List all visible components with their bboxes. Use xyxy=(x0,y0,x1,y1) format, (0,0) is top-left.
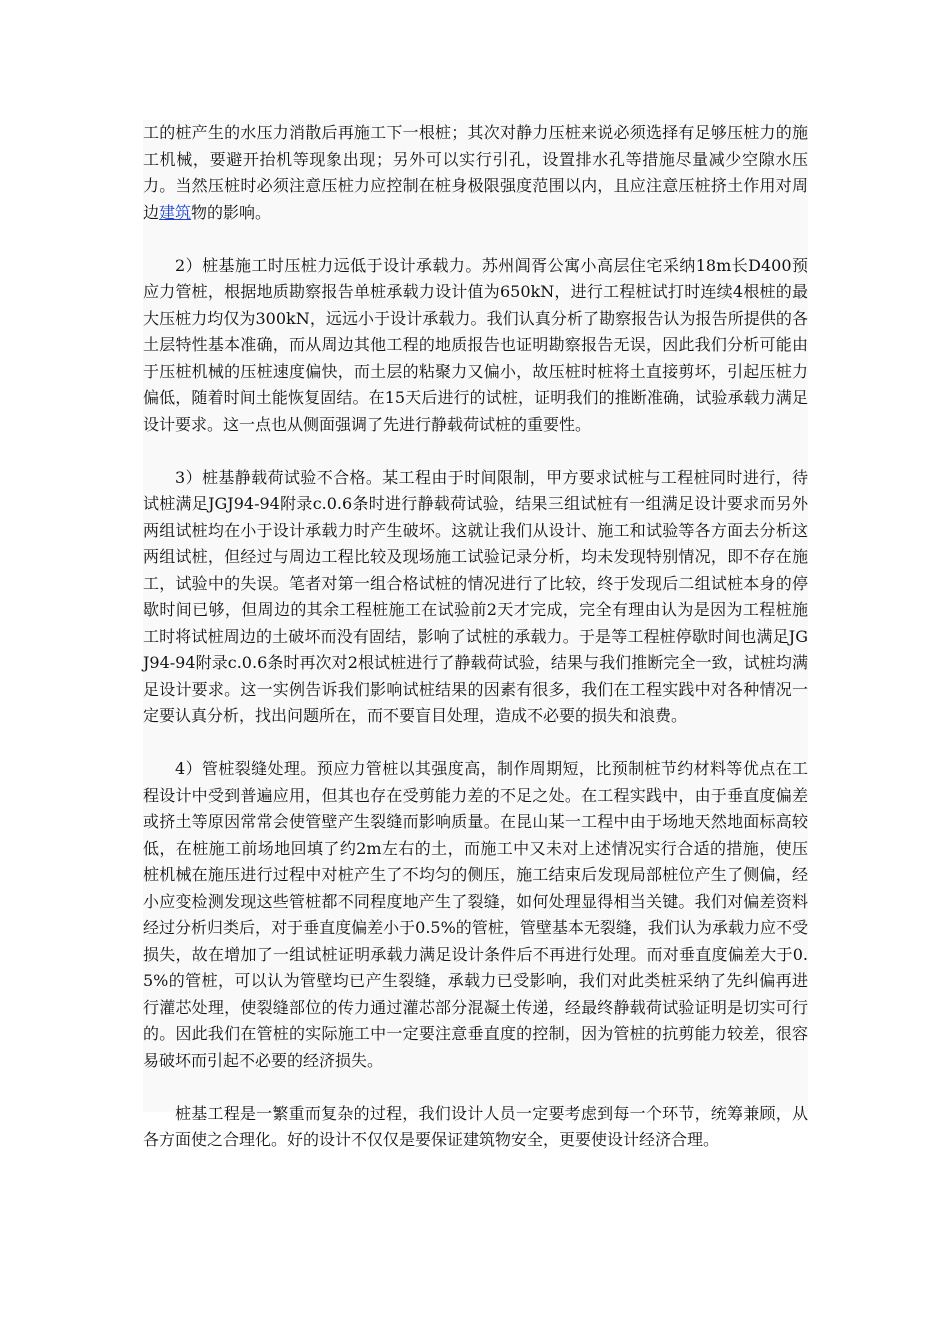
paragraph-spacer xyxy=(143,730,808,757)
paragraph-spacer xyxy=(143,1074,808,1101)
article-body xyxy=(143,120,808,1149)
paragraph-static-load-test: 3）桩基静载荷试验不合格。某工程由于时间限制，甲方要求试桩与工程桩同时进行，待试桩满足JGJ94-94附录c.0.6条时进行静载荷试验，结果三组试桩有一组满足设计要求而另外两组试桩均在小于设计承载力时产生破坏。这就让我们从设计、施工和试验等各方面去分析这两组试桩，但经过与周边工程比较及现场施工试验记录分析，均未发现特别情况，即不存在施工，试验中的失误。笔者对第一组合格试桩的情况进行了比较，终于发现后二组试桩本身的停歇时间已够，但周边的其余工程桩施工在试验前2天才完成，完全有理由认为是因为工程桩施工时将试桩周边的土破坏而没有固结，影响了试桩的承载力。于是等工程桩停歇时间也满足JGJ94-94附录c.0.6条时再次对2根试桩进行了静载荷试验，结果与我们推断完全一致，试桩均满足设计要求。这一实例告诉我们影响试桩结果的因素有很多，我们在工程实践中对各种情况一定要认真分析，找出问题所在，而不要盲目处理，造成不必要的损失和浪费。 xyxy=(143,467,808,725)
paragraph-pipe-pile-cracks: 4）管桩裂缝处理。预应力管桩以其强度高，制作周期短，比预制桩节约材料等优点在工程设计中受到普遍应用，但其也存在受剪能力差的不足之处。在工程实践中，由于垂直度偏差或挤土等原因常常会使管壁产生裂缝而影响质量。在昆山某一工程中由于场地天然地面标高较低，在桩施工前场地回填了约2m左右的土，而施工中又未对上述情况实行合适的措施，使压桩机械在施压进行过程中对桩产生了不均匀的侧压，施工结束后发现局部桩位产生了侧偏，经小应变检测发现这些管桩都不同程度地产生了裂缝，如何处理显得相当关键。我们对偏差资料经过分析归类后，对于垂直度偏差小于0.5%的管桩，管壁基本无裂缝，我们认为承载力应不受损失，故在增加了一组试桩证明承载力满足设计条件后不再进行处理。而对垂直度偏差大于0.5%的管桩，可以认为管壁均已产生裂缝，承载力已受影响，我们对此类桩采纳了先纠偏再进行灌芯处理，使裂缝部位的传力通过灌芯部分混凝土传递，经最终静载荷试验证明是切实可行的。因此我们在管桩的实际施工中一定要注意垂直度的控制，因为管桩的抗剪能力较差，很容易破坏而引起不必要的经济损失。 xyxy=(143,759,808,1070)
paragraph-spacer xyxy=(143,226,808,253)
paragraph-continuation xyxy=(143,120,808,226)
paragraph-conclusion: 桩基工程是一繁重而复杂的过程，我们设计人员一定要考虑到每一个环节，统筹兼顾，从各方面使之合理化。好的设计不仅仅是要保证建筑物安全，更要使设计经济合理。 xyxy=(143,1103,808,1149)
paragraph-spacer xyxy=(143,438,808,465)
building-link[interactable]: 建筑 xyxy=(159,202,192,222)
paragraph-pile-force: 2）桩基施工时压桩力远低于设计承载力。苏州阊胥公寓小高层住宅采纳18m长D400预应力管桩，根据地质勘察报告单桩承载力设计值为650kN，进行工程桩试打时连续4根桩的最大压桩力均仅为300kN，远远小于设计承载力。我们认真分析了勘察报告认为报告所提供的各土层特性基本准确，而从周边其他工程的地质报告也证明勘察报告无误，因此我们分析可能由于压桩机械的压桩速度偏快，而土层的粘聚力又偏小，故压桩时桩将土直接剪坏，引起压桩力偏低，随着时间土能恢复固结。在15天后进行的试桩，证明我们的推断准确，试验承载力满足设计要求。这一点也从侧面强调了先进行静载荷试桩的重要性。 xyxy=(143,255,808,434)
paragraph-text: 物的影响。 xyxy=(191,202,272,222)
paragraph-text: 工的桩产生的水压力消散后再施工下一根桩；其次对静力压桩来说必须选择有足够压桩力的施工机械，要避开抬机等现象出现；另外可以实行引孔，设置排水孔等措施尽量减少空隙水压力。当然压桩时必须注意压桩力应控制在桩身极限强度范围以内，且应注意压桩挤土作用对周边 xyxy=(143,123,808,222)
